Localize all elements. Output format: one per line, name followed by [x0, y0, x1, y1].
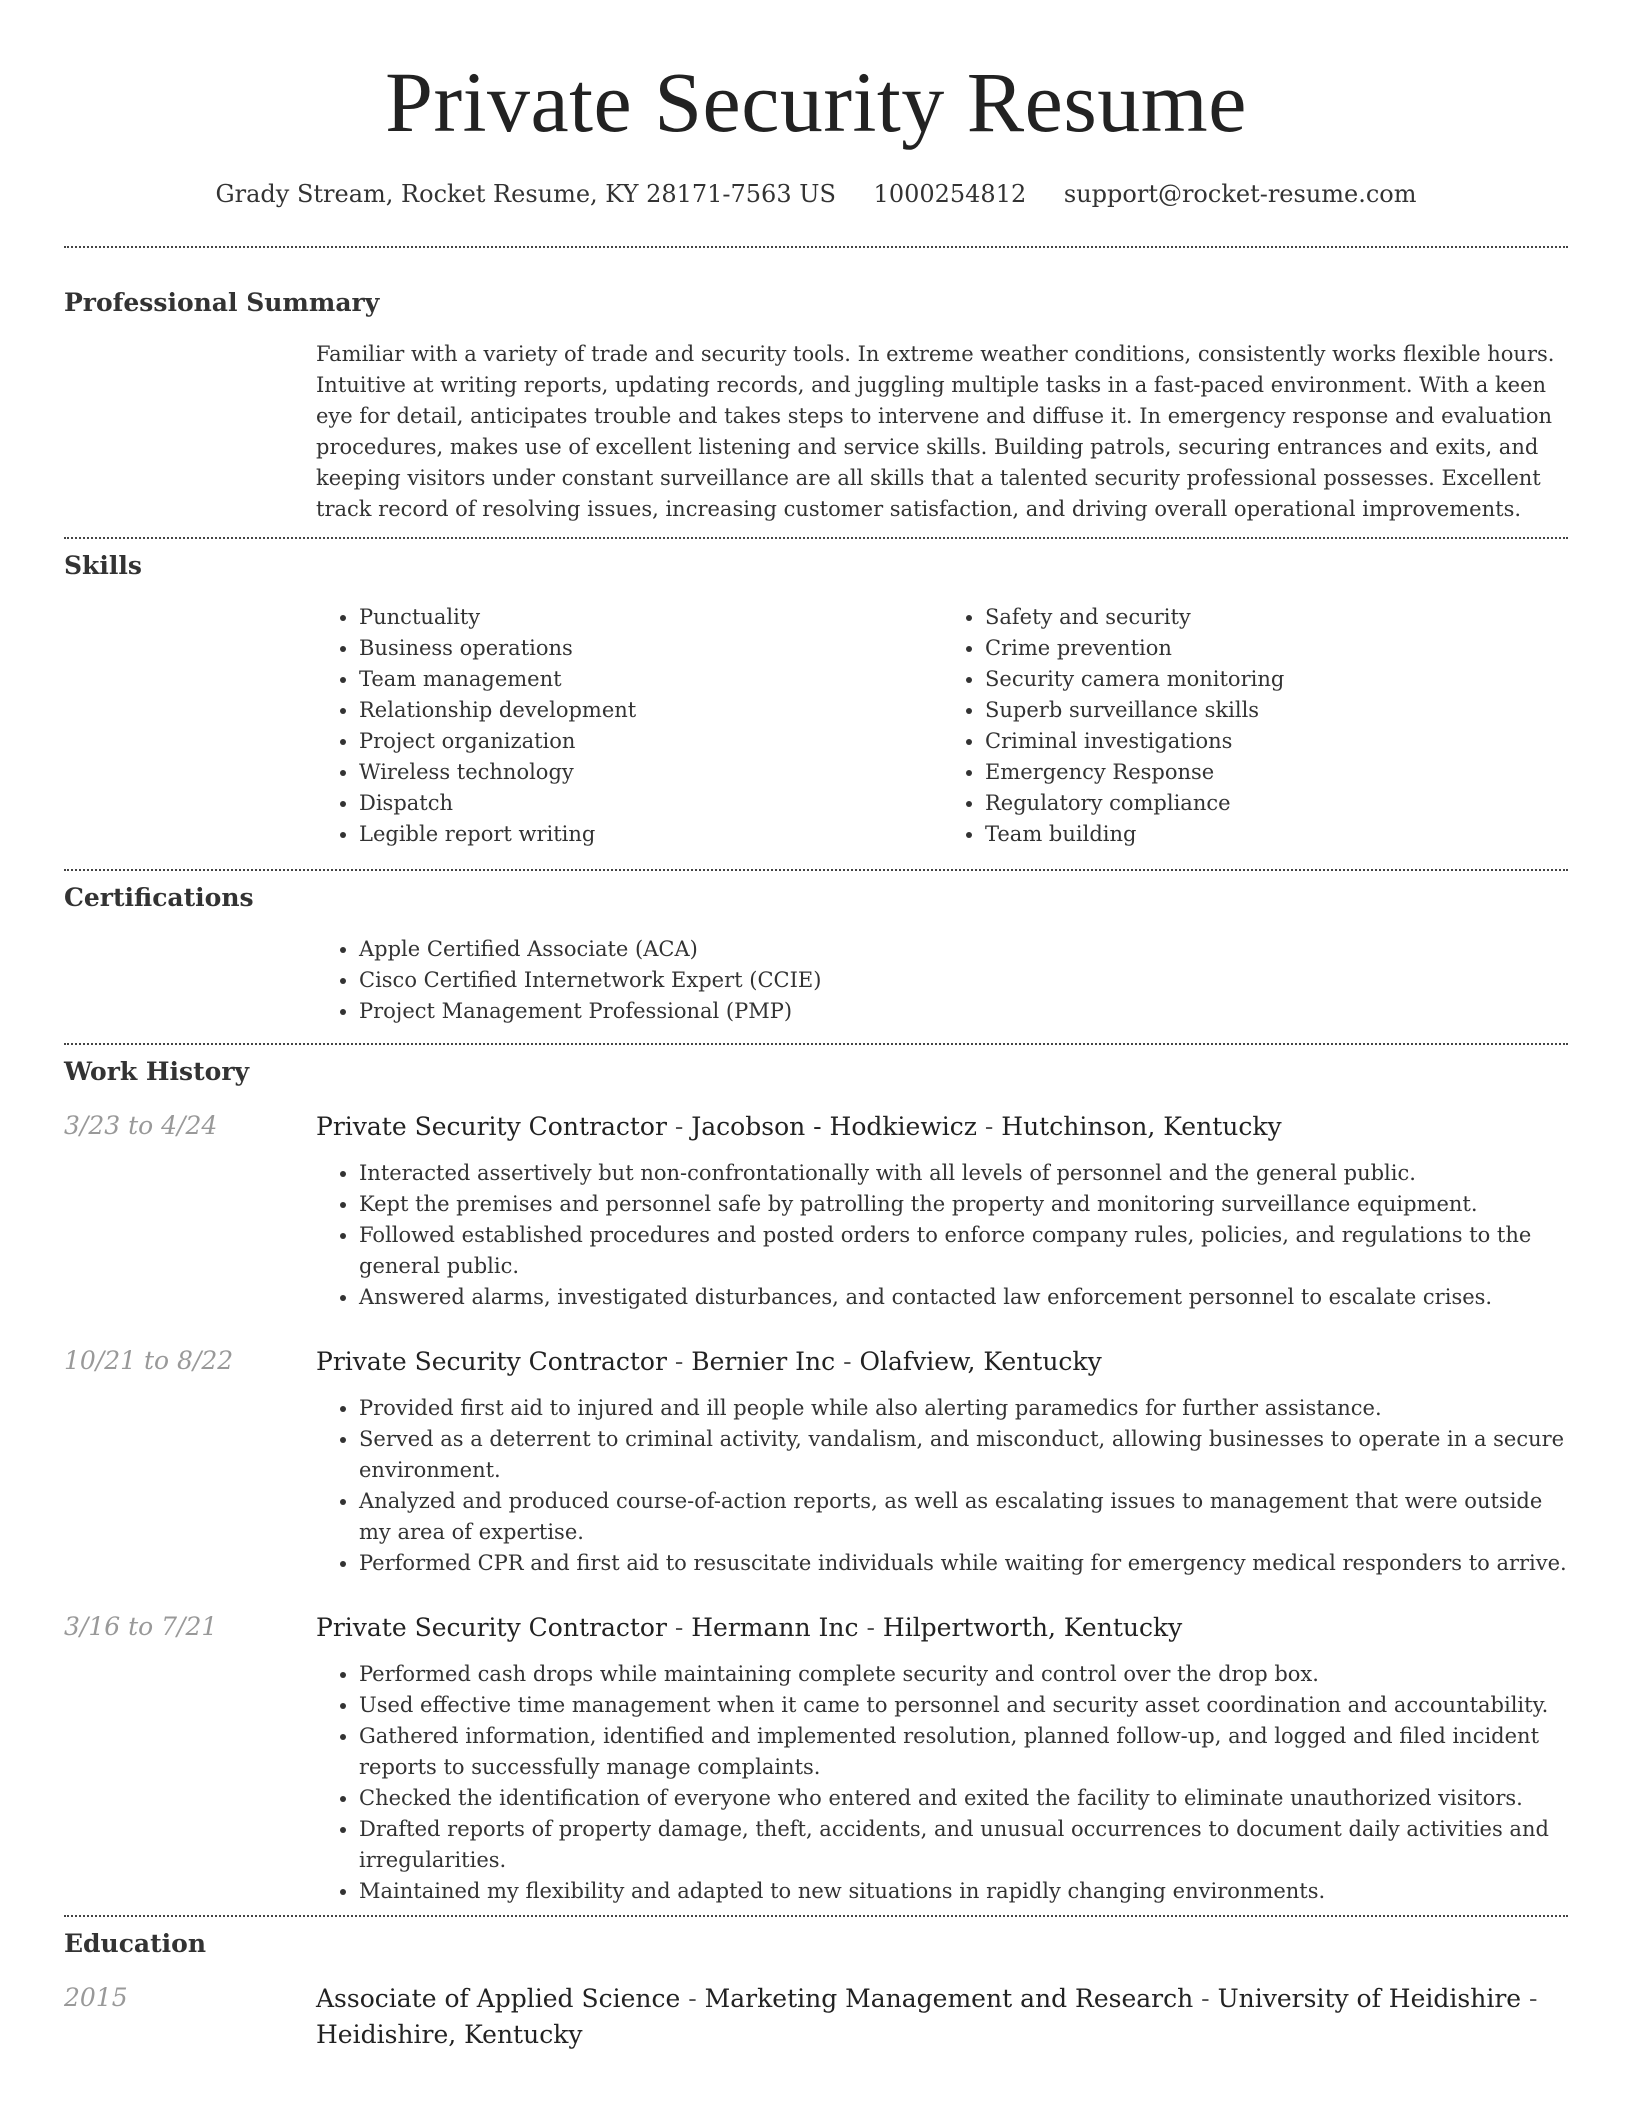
- job-role: Private Security Contractor: [316, 1112, 667, 1141]
- list-item: • Checked the identification of everyone who entered and exited the facility to eliminate unauthorized visitors.: [359, 1783, 1568, 1814]
- job-bullets: [316, 1659, 1568, 1907]
- list-item: • Project Management Professional (PMP): [359, 996, 1568, 1027]
- job-company: Bernier Inc: [691, 1347, 836, 1376]
- list-item: • Analyzed and produced course-of-action reports, as well as escalating issues to management that were outside my area of expertise.: [359, 1486, 1568, 1548]
- list-item: • Performed CPR and first aid to resuscitate individuals while waiting for emergency medical responders to arrive.: [359, 1548, 1568, 1579]
- list-item: • Team management: [359, 664, 942, 695]
- contact-address: Grady Stream, Rocket Resume, KY 28171-7563 US: [215, 180, 836, 208]
- education-field: Marketing Management and Research: [704, 1984, 1194, 2013]
- list-item: • Legible report writing: [359, 819, 942, 850]
- resume-title: Private Security Resume: [385, 54, 1247, 150]
- skills-list-right: [942, 602, 1568, 850]
- section-heading: Professional Summary: [64, 288, 380, 317]
- skills-list-left: [316, 602, 942, 850]
- list-item: • Performed cash drops while maintaining complete security and control over the drop box.: [359, 1659, 1568, 1690]
- list-item: • Apple Certified Associate (ACA): [359, 934, 1568, 965]
- job-main: [316, 1344, 1568, 1579]
- work-section: [64, 1045, 1568, 1915]
- list-item: • Cisco Certified Internetwork Expert (CCIE): [359, 965, 1568, 996]
- education-title-line: Associate of Applied Science - Marketing Management and Research - University of Heidishire - Heidishire, Kentucky: [316, 1984, 1538, 2049]
- summary-text: Familiar with a variety of trade and security tools. In extreme weather conditions, consistently works flexible hours. Intuitive at writing reports, updating records, and juggling multiple tasks in a fast-paced environment. With a keen eye for detail, anticipates trouble and takes steps to intervene and diffuse it. In emergency response and evaluation procedures, makes use of excellent listening and service skills. Building patrols, securing entrances and exits, and keeping visitors under constant surveillance are all skills that a talented security professional possesses. Excellent track record of resolving issues, increasing customer satisfaction, and driving overall operational improvements.: [316, 342, 1555, 521]
- job-entry: [64, 1610, 1568, 1907]
- education-location: Heidishire, Kentucky: [316, 2020, 583, 2049]
- certifications-list: [316, 934, 1568, 1027]
- job-location: Olafview, Kentucky: [859, 1347, 1102, 1376]
- summary-section: [64, 248, 1568, 537]
- list-item: • Regulatory compliance: [985, 788, 1568, 819]
- skills-section: [64, 539, 1568, 869]
- certifications-body: [316, 934, 1568, 1027]
- list-item: • Emergency Response: [985, 757, 1568, 788]
- job-entry: [64, 1109, 1568, 1313]
- list-item: • Wireless technology: [359, 757, 942, 788]
- job-title-line: Private Security Contractor - Bernier Inc - Olafview, Kentucky: [316, 1347, 1102, 1376]
- list-item: • Followed established procedures and posted orders to enforce company rules, policies, and regulations to the general public.: [359, 1220, 1568, 1282]
- job-location: Hutchinson, Kentucky: [1001, 1112, 1282, 1141]
- job-dates: 10/21 to 8/22: [64, 1346, 234, 1375]
- job-bullets: [316, 1158, 1568, 1313]
- job-title-line: Private Security Contractor - Hermann Inc - Hilpertworth, Kentucky: [316, 1613, 1183, 1642]
- job-dates: 3/23 to 4/24: [64, 1111, 218, 1140]
- list-item: • Superb surveillance skills: [985, 695, 1568, 726]
- job-main: [316, 1610, 1568, 1907]
- list-item: • Relationship development: [359, 695, 942, 726]
- contact-email: support@rocket-resume.com: [1063, 180, 1417, 208]
- list-item: • Safety and security: [985, 602, 1568, 633]
- job-entry: [64, 1344, 1568, 1579]
- list-item: • Drafted reports of property damage, theft, accidents, and unusual occurrences to document daily activities and irregularities.: [359, 1814, 1568, 1876]
- section-heading: Certifications: [64, 883, 254, 912]
- list-item: • Punctuality: [359, 602, 942, 633]
- job-company: Jacobson - Hodkiewicz: [691, 1112, 977, 1141]
- list-item: • Answered alarms, investigated disturbances, and contacted law enforcement personnel to escalate crises.: [359, 1282, 1568, 1313]
- section-heading: Work History: [64, 1057, 250, 1086]
- list-item: • Project organization: [359, 726, 942, 757]
- job-main: [316, 1109, 1568, 1313]
- education-school: University of Heidishire: [1217, 1984, 1522, 2013]
- list-item: • Security camera monitoring: [985, 664, 1568, 695]
- contact-phone: 1000254812: [873, 180, 1027, 208]
- certifications-section: [64, 871, 1568, 1043]
- job-bullets: [316, 1393, 1568, 1579]
- education-entry: [64, 1981, 1568, 2053]
- list-item: • Criminal investigations: [985, 726, 1568, 757]
- education-year: 2015: [64, 1983, 128, 2012]
- section-heading: Education: [64, 1929, 207, 1958]
- list-item: • Business operations: [359, 633, 942, 664]
- list-item: • Kept the premises and personnel safe by patrolling the property and monitoring surveillance equipment.: [359, 1189, 1568, 1220]
- education-section: [64, 1917, 1568, 2053]
- job-role: Private Security Contractor: [316, 1347, 667, 1376]
- list-item: • Crime prevention: [985, 633, 1568, 664]
- list-item: • Interacted assertively but non-confrontationally with all levels of personnel and the general public.: [359, 1158, 1568, 1189]
- list-item: • Maintained my flexibility and adapted to new situations in rapidly changing environments.: [359, 1876, 1568, 1907]
- job-title-line: Private Security Contractor - Jacobson - Hodkiewicz - Hutchinson, Kentucky: [316, 1112, 1282, 1141]
- contact-line: [64, 178, 1568, 210]
- list-item: • Gathered information, identified and implemented resolution, planned follow-up, and logged and filed incident reports to successfully manage complaints.: [359, 1721, 1568, 1783]
- job-dates: 3/16 to 7/21: [64, 1612, 218, 1641]
- skills-grid: [316, 602, 1568, 850]
- list-item: • Used effective time management when it came to personnel and security asset coordination and accountability.: [359, 1690, 1568, 1721]
- education-degree: Associate of Applied Science: [316, 1984, 681, 2013]
- section-heading: Skills: [64, 551, 142, 580]
- list-item: • Team building: [985, 819, 1568, 850]
- list-item: • Served as a deterrent to criminal activity, vandalism, and misconduct, allowing businesses to operate in a secure environment.: [359, 1424, 1568, 1486]
- list-item: • Provided first aid to injured and ill people while also alerting paramedics for further assistance.: [359, 1393, 1568, 1424]
- education-main: [316, 1981, 1568, 2053]
- job-company: Hermann Inc: [691, 1613, 859, 1642]
- job-role: Private Security Contractor: [316, 1613, 667, 1642]
- job-location: Hilpertworth, Kentucky: [882, 1613, 1183, 1642]
- list-item: • Dispatch: [359, 788, 942, 819]
